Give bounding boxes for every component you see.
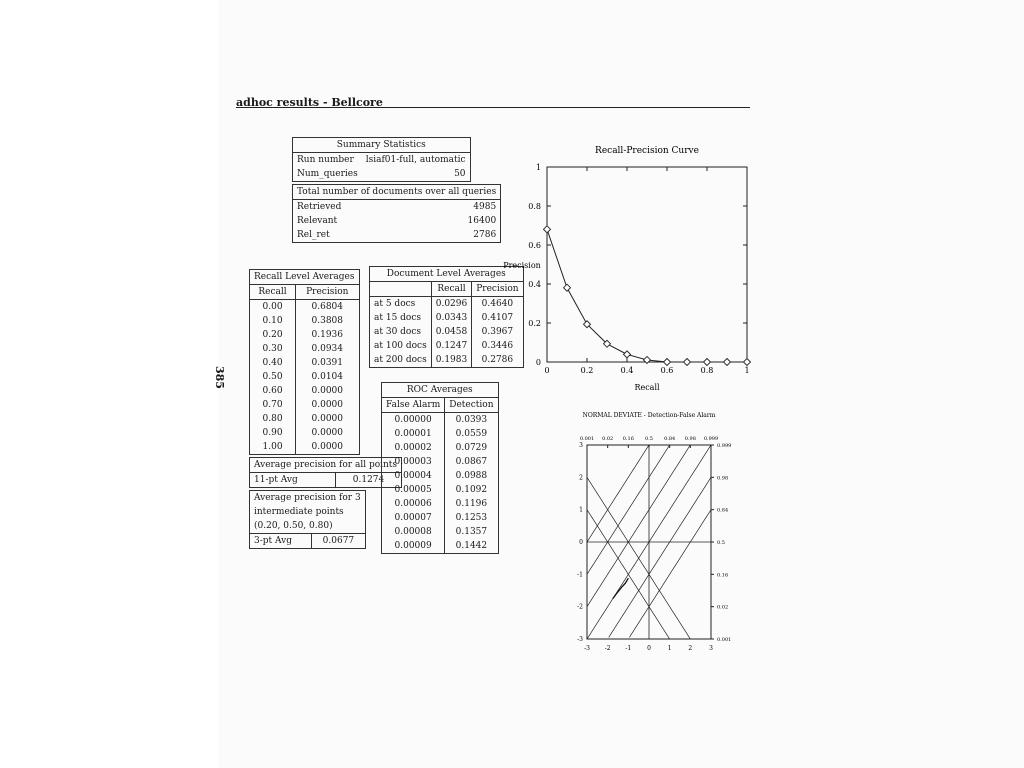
avg3-value: 0.0677 (322, 535, 355, 546)
avg11-label: 11-pt Avg (250, 473, 336, 488)
false-alarm-value: 0.00007 (382, 511, 445, 525)
nd-reference-diagonal (587, 445, 690, 607)
precision-value: 0.6804 (311, 301, 344, 312)
roc-row (382, 413, 499, 428)
detection-col-header: Detection (445, 398, 498, 413)
nd-right-tick-label: 0.84 (717, 507, 729, 514)
total-docs-title: Total number of documents over all queries (293, 185, 501, 200)
detection-value: 0.0988 (455, 470, 488, 481)
doc-precision-value: 0.3967 (481, 326, 514, 337)
nd-top-tick-label: 0.999 (703, 436, 719, 442)
recall-value: 0.20 (250, 328, 296, 342)
nd-y-tick-label: -3 (577, 636, 583, 643)
recall-value: 0.40 (250, 356, 296, 370)
page-header-title: adhoc results - Bellcore (236, 96, 383, 109)
summary-row-label: Rel_ret (297, 229, 330, 240)
rp-y-tick-label: 0.6 (528, 241, 541, 250)
doc-recall-value: 0.0343 (431, 311, 472, 325)
header-rule (236, 107, 750, 108)
summary-title: Summary Statistics (293, 138, 471, 153)
recall-row (250, 384, 360, 398)
recall-row (250, 342, 360, 356)
nd-reference-diagonal (587, 445, 670, 574)
false-alarm-col-header: False Alarm (382, 398, 445, 413)
avg3-title-2: intermediate points (254, 506, 344, 517)
roc-row (382, 497, 499, 511)
rp-x-tick-label: 0 (544, 366, 550, 375)
recall-value: 0.10 (250, 314, 296, 328)
page-number: 385 (213, 366, 226, 389)
nd-chart-title: NORMAL DEVIATE - Detection-False Alarm (582, 412, 716, 419)
recall-row (250, 412, 360, 426)
precision-value: 0.3808 (311, 315, 344, 326)
recall-row (250, 300, 360, 315)
false-alarm-value: 0.00004 (382, 469, 445, 483)
false-alarm-value: 0.00000 (382, 413, 445, 428)
precision-value: 0.0934 (311, 343, 344, 354)
doc-cutoff-label: at 100 docs (370, 339, 432, 353)
doc-cutoff-label: at 30 docs (370, 325, 432, 339)
doc-precision-value: 0.2786 (481, 354, 514, 365)
recall-value: 0.60 (250, 384, 296, 398)
summary-statistics-table (292, 137, 501, 243)
summary-row-label: Relevant (297, 215, 338, 226)
summary-row (293, 228, 501, 243)
rp-data-point (544, 226, 551, 233)
summary-row (293, 214, 501, 228)
recall-value: 1.00 (250, 440, 296, 455)
document-level-title: Document Level Averages (370, 267, 524, 282)
recall-row (250, 328, 360, 342)
nd-x-tick-label: 1 (667, 645, 672, 652)
roc-row (382, 511, 499, 525)
nd-right-tick-label: 0.001 (717, 637, 732, 643)
nd-right-tick-label: 0.5 (717, 540, 725, 546)
avg11-value: 0.1274 (352, 474, 385, 485)
precision-value: 0.0000 (311, 385, 344, 396)
doc-precision-value: 0.3446 (481, 340, 514, 351)
roc-row (382, 441, 499, 455)
roc-row (382, 455, 499, 469)
roc-row (382, 483, 499, 497)
rp-data-point (624, 351, 631, 358)
detection-value: 0.0729 (455, 442, 488, 453)
doc-recall-col-header: Recall (431, 282, 472, 297)
rp-x-axis-label: Recall (634, 383, 660, 392)
detection-value: 0.1253 (455, 512, 488, 523)
precision-value: 0.0000 (311, 427, 344, 438)
rp-data-point (704, 359, 711, 366)
false-alarm-value: 0.00002 (382, 441, 445, 455)
nd-x-tick-label: -2 (604, 645, 611, 652)
nd-reference-diagonal (587, 445, 649, 542)
precision-value: 0.0391 (311, 357, 344, 368)
normal-deviate-chart (565, 408, 745, 658)
roc-row (382, 525, 499, 539)
detection-value: 0.1196 (455, 498, 488, 509)
detection-value: 0.0867 (455, 456, 488, 467)
nd-top-tick-label: 0.98 (684, 436, 696, 442)
num-queries-label: Num_queries (297, 168, 358, 179)
roc-averages-table (381, 382, 499, 554)
rp-data-point (744, 359, 751, 366)
precision-value: 0.0000 (311, 399, 344, 410)
rp-data-point (684, 359, 691, 366)
nd-top-tick-label: 0.001 (579, 436, 595, 442)
detection-value: 0.1357 (455, 526, 488, 537)
nd-y-tick-label: 1 (579, 506, 583, 514)
doc-precision-value: 0.4107 (481, 312, 514, 323)
doc-cutoff-label: at 200 docs (370, 353, 432, 368)
rp-plot-frame (547, 167, 747, 362)
rp-y-axis-label: Precision (503, 261, 541, 270)
rp-chart-title: Recall-Precision Curve (595, 146, 699, 156)
precision-value: 0.1936 (311, 329, 344, 340)
summary-row-label: Retrieved (297, 201, 342, 212)
recall-value: 0.30 (250, 342, 296, 356)
nd-x-tick-label: -3 (584, 645, 590, 652)
doc-recall-value: 0.1983 (431, 353, 472, 368)
avg-all-title: Average precision for all points (250, 458, 402, 473)
recall-value: 0.70 (250, 398, 296, 412)
num-queries-value: 50 (454, 168, 466, 179)
detection-value: 0.1442 (455, 540, 488, 551)
nd-reference-diagonal (629, 510, 711, 638)
doc-cutoff-label: at 15 docs (370, 311, 432, 325)
nd-top-tick-label: 0.84 (664, 436, 676, 442)
nd-right-tick-label: 0.02 (717, 604, 729, 611)
avg3-title-1: Average precision for 3 (254, 492, 361, 503)
nd-x-tick-label: -1 (625, 645, 632, 652)
avg3-title-3: (0.20, 0.50, 0.80) (250, 519, 366, 534)
recall-value: 0.00 (250, 300, 296, 315)
recall-precision-chart (500, 140, 760, 400)
doc-cutoff-label: at 5 docs (370, 297, 432, 312)
nd-right-tick-label: 0.999 (717, 443, 732, 449)
doc-recall-value: 0.0458 (431, 325, 472, 339)
false-alarm-value: 0.00009 (382, 539, 445, 554)
nd-y-tick-label: 3 (579, 442, 583, 449)
nd-right-tick-label: 0.98 (717, 475, 729, 482)
precision-value: 0.0000 (311, 413, 344, 424)
rp-y-tick-label: 0.8 (528, 202, 541, 211)
rp-data-point (664, 359, 671, 366)
nd-x-tick-label: 0 (647, 645, 651, 652)
nd-reference-diagonal (609, 477, 711, 637)
rp-y-tick-label: 1 (535, 163, 541, 172)
false-alarm-value: 0.00006 (382, 497, 445, 511)
nd-x-tick-label: 2 (688, 645, 693, 652)
recall-row (250, 314, 360, 328)
rp-x-tick-label: 0.8 (700, 366, 714, 375)
rp-y-tick-label: 0.2 (528, 319, 541, 328)
detection-value: 0.1092 (455, 484, 488, 495)
rp-y-tick-label: 0.4 (528, 280, 541, 289)
nd-series-line (613, 578, 629, 598)
false-alarm-value: 0.00003 (382, 455, 445, 469)
nd-y-tick-label: -1 (577, 571, 583, 579)
run-number-value: lsiaf01-full, automatic (365, 154, 466, 165)
roc-row (382, 469, 499, 483)
rp-y-tick-label: 0 (535, 358, 541, 367)
summary-row (293, 200, 501, 215)
rp-x-tick-label: 0.6 (660, 366, 674, 375)
nd-top-tick-label: 0.5 (645, 436, 653, 442)
rp-x-tick-label: 1 (744, 366, 750, 375)
recall-row (250, 370, 360, 384)
nd-right-tick-label: 0.16 (717, 572, 729, 579)
precision-value: 0.0104 (311, 371, 344, 382)
roc-title: ROC Averages (382, 383, 499, 398)
summary-row-value: 4985 (473, 201, 497, 212)
roc-row (382, 427, 499, 441)
nd-x-tick-label: 3 (709, 645, 713, 652)
summary-row-value: 16400 (467, 215, 497, 226)
nd-y-tick-label: 0 (579, 539, 583, 546)
doc-recall-value: 0.0296 (431, 297, 472, 312)
rp-data-point (724, 359, 731, 366)
false-alarm-value: 0.00001 (382, 427, 445, 441)
doc-precision-value: 0.4640 (481, 298, 514, 309)
doc-recall-value: 0.1247 (431, 339, 472, 353)
precision-col-header: Precision (296, 285, 359, 300)
recall-row (250, 398, 360, 412)
precision-value: 0.0000 (311, 441, 344, 452)
doc-precision-col-header: Precision (472, 282, 523, 297)
recall-level-title: Recall Level Averages (250, 270, 360, 285)
rp-series-line (547, 229, 747, 362)
detection-value: 0.0559 (455, 428, 488, 439)
recall-row (250, 440, 360, 455)
nd-y-tick-label: 2 (579, 474, 583, 482)
recall-row (250, 426, 360, 440)
nd-top-tick-label: 0.16 (622, 436, 634, 442)
recall-row (250, 356, 360, 370)
rp-data-point (564, 284, 571, 291)
recall-value: 0.50 (250, 370, 296, 384)
recall-value: 0.80 (250, 412, 296, 426)
run-number-label: Run number (297, 154, 354, 165)
nd-y-tick-label: -2 (577, 603, 583, 611)
nd-top-tick-label: 0.02 (602, 436, 614, 442)
recall-col-header: Recall (250, 285, 296, 300)
recall-value: 0.90 (250, 426, 296, 440)
false-alarm-value: 0.00005 (382, 483, 445, 497)
rp-x-tick-label: 0.2 (580, 366, 594, 375)
rp-x-tick-label: 0.4 (620, 366, 634, 375)
false-alarm-value: 0.00008 (382, 525, 445, 539)
summary-row-value: 2786 (473, 229, 497, 240)
avg3-label: 3-pt Avg (250, 534, 312, 549)
detection-value: 0.0393 (455, 414, 488, 425)
roc-row (382, 539, 499, 554)
